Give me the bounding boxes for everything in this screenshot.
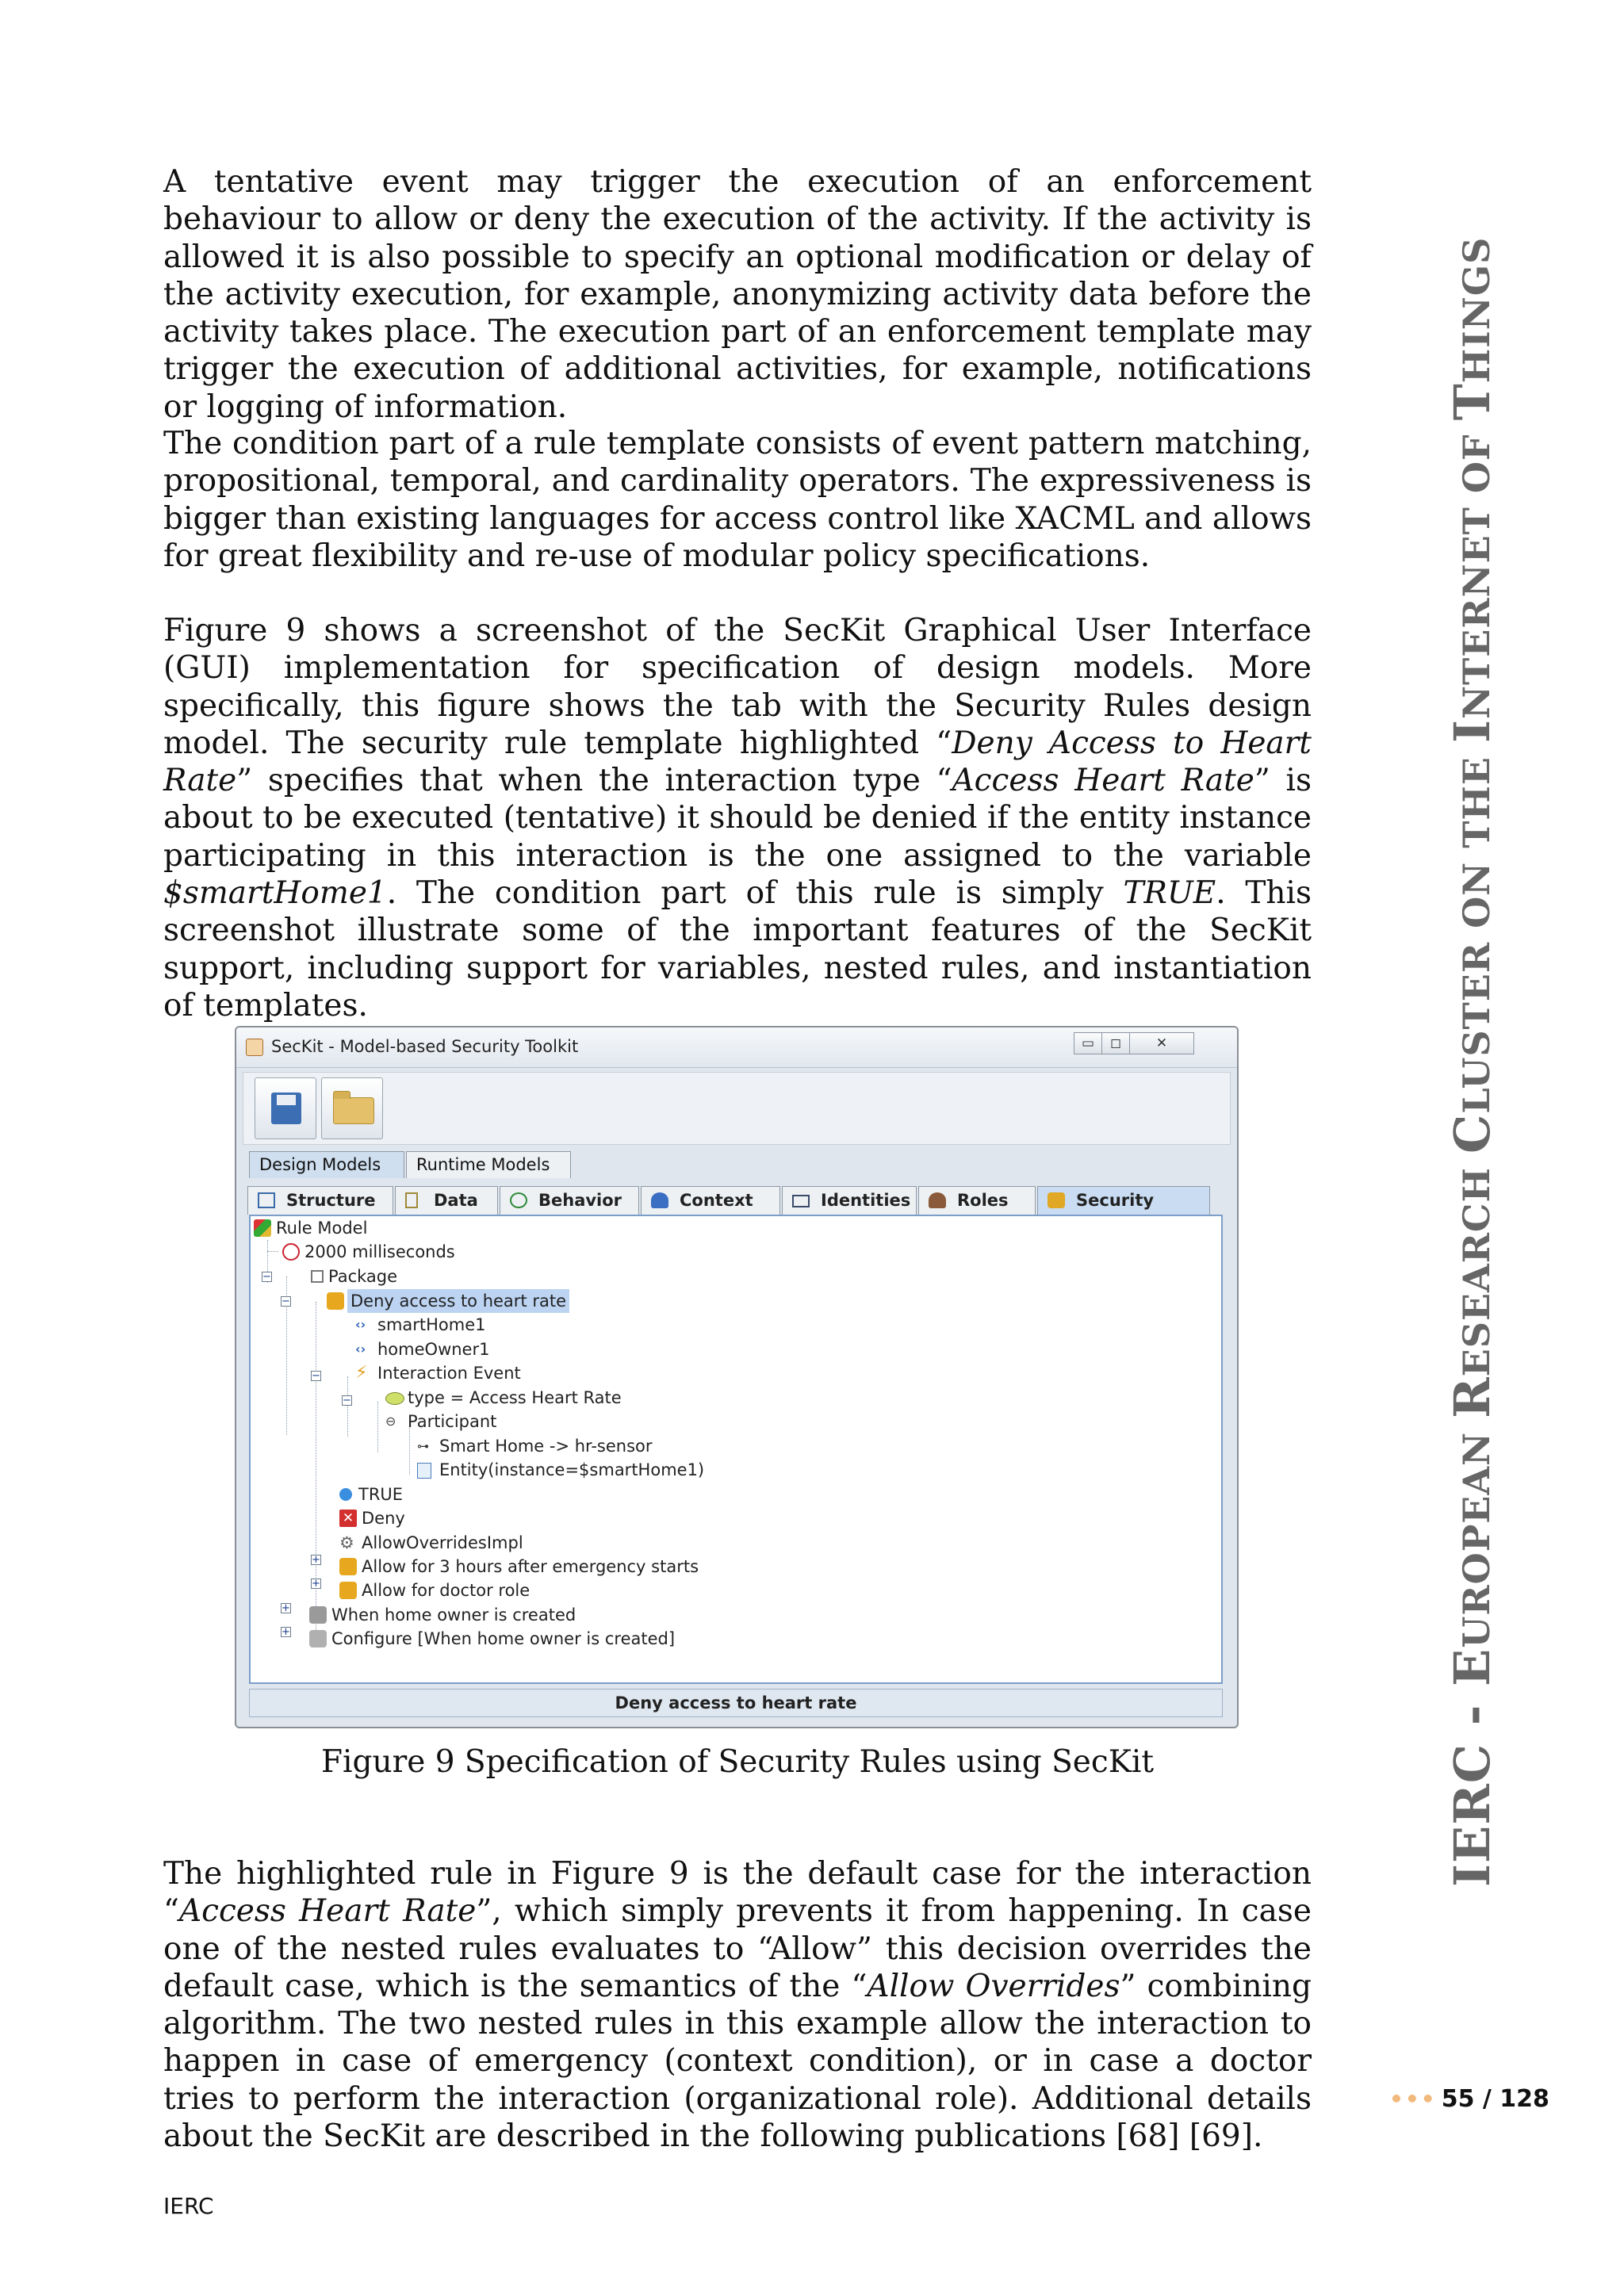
dots-icon: ••• (1389, 2086, 1437, 2112)
lock-icon (339, 1582, 357, 1599)
id-card-icon (792, 1195, 810, 1207)
tab-roles[interactable]: Roles (918, 1186, 1036, 1215)
tab-data[interactable]: Data (395, 1186, 498, 1215)
deny-x-icon: ✕ (339, 1510, 357, 1527)
window-title: SecKit - Model-based Security Toolkit (271, 1037, 579, 1056)
tab-runtime-models[interactable]: Runtime Models (406, 1151, 571, 1178)
java-app-icon (246, 1039, 263, 1056)
circle-icon (339, 1488, 352, 1501)
open-button[interactable] (321, 1077, 383, 1139)
paragraph-4: The highlighted rule in Figure 9 is the default case for the interaction “Access Heart Rate”, which simply prevents it from happening. In case one of the nested rules evaluates to “Allow” this decision overrides the default case, which is the semantics of the “Allow Overrides” combining algorithm. The two nested rules in this example allow the interaction to happen in case of emergency (context condition), or in case a doctor tries to perform the interaction (organizational role). Additional details about the SecKit are described in the following publications [68] [69]. (163, 1856, 1312, 2155)
grey-lock-icon (309, 1630, 327, 1647)
expand-toggle[interactable]: + (312, 1554, 320, 1566)
folder-icon (333, 1097, 374, 1124)
paragraph-1: A tentative event may trigger the execution of an enforcement behaviour to allow or deny the execution of the activity. If the activity is allowed it is also possible to specify an optional modification or delay of the activity execution, for example, anonymizing activity data before the activity takes place. The execution part of an enforcement template may trigger the execution of additional activities, for example, notifications or logging of information. (163, 164, 1312, 425)
gear-icon: ⚙ (339, 1533, 354, 1552)
ellipse-type-icon (385, 1392, 404, 1405)
collapse-toggle[interactable]: − (343, 1395, 351, 1406)
paragraph-3: Figure 9 shows a screenshot of the SecKit Graphical User Interface (GUI) implementation for specification of design models. More specifically, this figure shows the tab with the Security Rules design model. The security rule template highlighted “Deny Access to Heart Rate” specifies that when the interaction type “Access Heart Rate” is about to be executed (tentative) it should be denied if the entity instance participating in this interaction is the one assigned to the variable $smartHome1. The condition part of this rule is simply TRUE. This screenshot illustrate some of the important features of the SecKit support, including support for variables, nested rules, and instantiation of templates. (163, 613, 1312, 1024)
structure-icon (258, 1192, 275, 1208)
save-button[interactable] (255, 1077, 316, 1139)
entity-icon (417, 1463, 431, 1479)
tree-guide (377, 1402, 378, 1452)
page-number: ••• 55 / 128 (1389, 2085, 1549, 2113)
maximize-icon[interactable]: ◻ (1101, 1032, 1130, 1054)
rule-model-icon (254, 1219, 271, 1237)
tab-behavior[interactable]: Behavior (500, 1186, 639, 1215)
lock-icon (1048, 1192, 1065, 1208)
collapse-toggle[interactable]: − (282, 1295, 290, 1307)
lock-icon (327, 1292, 344, 1310)
tab-design-models[interactable]: Design Models (249, 1151, 404, 1178)
package-icon (311, 1270, 324, 1283)
footer-label: IERC (163, 2193, 214, 2219)
expand-toggle[interactable]: + (282, 1626, 290, 1638)
role-person-icon (929, 1192, 946, 1208)
tree-guide (267, 1251, 278, 1252)
lightning-icon: ⚡ (355, 1363, 368, 1383)
expand-toggle[interactable]: + (282, 1602, 290, 1614)
behavior-icon (510, 1192, 527, 1208)
tab-context[interactable]: Context (641, 1186, 780, 1215)
grey-lock-icon (309, 1606, 327, 1624)
expand-toggle[interactable]: + (312, 1578, 320, 1590)
tab-structure[interactable]: Structure (247, 1186, 393, 1215)
tab-identities[interactable]: Identities (782, 1186, 917, 1215)
variable-icon: ‹› (355, 1317, 366, 1332)
lock-icon (339, 1558, 357, 1575)
collapse-toggle[interactable]: − (262, 1271, 271, 1283)
person-icon (651, 1192, 668, 1208)
rule-tree-panel: − − − − + + + + Rule Model 2000 milliseconds Package Deny access to heart rate ‹› smartHome1 ‹› homeOwner1 ⚡ Interaction Event type = Access Heart Rate ⊖ Participant ⊶ Smart Home -> hr-sensor Entity(instance=$smartHome1) TRUE ✕ Deny ⚙ AllowOverridesImpl Allow for 3 hours after emergency starts Allow for doctor role When home owner is created Configure [When home owner is created] (249, 1215, 1223, 1684)
seckit-window-figure (235, 1026, 1239, 1728)
collapse-toggle[interactable]: − (312, 1370, 320, 1382)
toolbar (243, 1072, 1231, 1145)
clock-icon (282, 1243, 300, 1261)
close-icon[interactable]: ✕ (1129, 1032, 1194, 1054)
side-running-title: IERC - EUROPEAN RESEARCH CLUSTER ON THE INTERNET OF THINGS (1443, 236, 1501, 1887)
figure-caption: Figure 9 Specification of Security Rules using SecKit (320, 1744, 1154, 1780)
paragraph-2: The condition part of a rule template consists of event pattern matching, propositional, temporal, and cardinality operators. The expressiveness is bigger than existing languages for access control like XACML and allows for great flexibility and re-use of modular policy specifications. (163, 426, 1312, 574)
participant-icon: ⊖ (385, 1414, 396, 1429)
status-bar: Deny access to heart rate (249, 1689, 1223, 1717)
minimize-icon[interactable]: ▭ (1074, 1032, 1102, 1054)
floppy-disk-icon (271, 1093, 301, 1124)
data-icon (405, 1192, 418, 1208)
tab-security-rules[interactable]: Security (1037, 1186, 1210, 1215)
connector-icon: ⊶ (417, 1439, 429, 1453)
tree-guide (347, 1376, 348, 1437)
variable-icon: ‹› (355, 1341, 366, 1357)
window-titlebar (236, 1027, 1237, 1068)
